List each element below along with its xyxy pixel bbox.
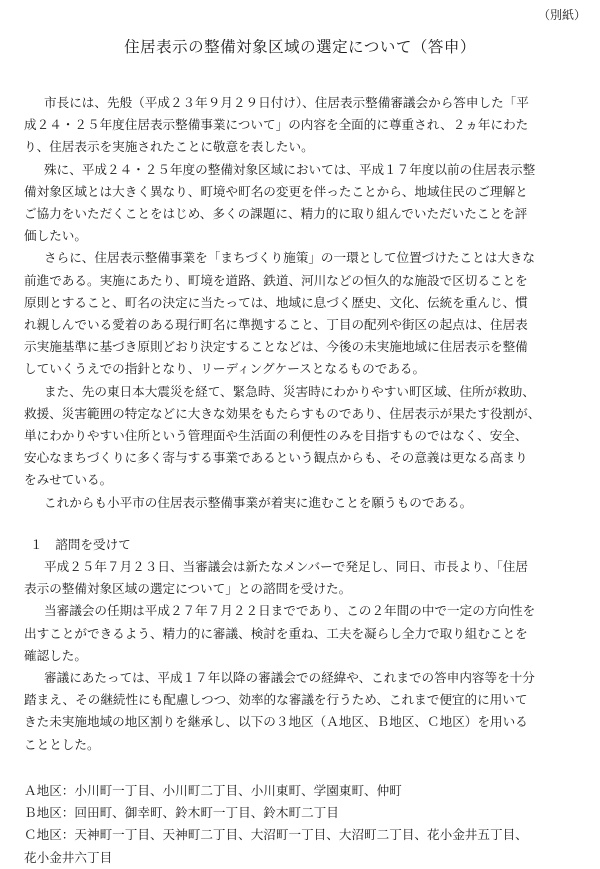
annex-label: （別紙） bbox=[537, 8, 586, 22]
paragraph-line: 前進である。実施にあたり、町境を道路、鉄道、河川などの恒久的な施設で区切ることを bbox=[24, 272, 528, 288]
paragraph-line: 価したい。 bbox=[24, 228, 87, 244]
paragraph-line: これからも小平市の住居表示整備事業が着実に進むことを願うものである。 bbox=[44, 494, 473, 510]
paragraph-line: していくうえでの指針となり、リーディングケースとなるものである。 bbox=[24, 361, 426, 377]
document-body bbox=[24, 92, 576, 869]
paragraph-line: 原則とすること、町名の決定に当たっては、地域に息づく歴史、文化、伝統を重んじ、慣 bbox=[24, 294, 528, 310]
document-title: 住居表示の整備対象区域の選定について（答申） bbox=[124, 38, 476, 56]
paragraph-line: り、住居表示を実施されたことに敬意を表したい。 bbox=[24, 139, 314, 155]
paragraph-line: 備対象区域とは大きく異なり、町境や町名の変更を伴ったことから、地域住民のご理解と bbox=[24, 183, 528, 199]
paragraph-line: 殊に、平成２４・２５年度の整備対象区域においては、平成１７年度以前の住居表示整 bbox=[44, 161, 536, 177]
paragraph-line: さらに、住居表示整備事業を「まちづくり施策」の一環として位置づけたことは大きな bbox=[44, 250, 536, 266]
paragraph-line: れ親しんでいる愛着のある現行町名に準拠すること、丁目の配列や街区の起点は、住居表 bbox=[24, 317, 528, 333]
area-b-line: Ｂ地区：回田町、御幸町、鈴木町一丁目、鈴木町二丁目 bbox=[24, 805, 339, 821]
paragraph-line: 単にわかりやすい住所という管理面や生活面の利便性のみを目指すものではなく、安全、 bbox=[24, 428, 528, 444]
area-c-line-cont: 花小金井六丁目 bbox=[24, 849, 113, 865]
paragraph-line: こととした。 bbox=[24, 736, 100, 752]
paragraph-line: 成２４・２５年度住居表示整備事業について」の内容を全面的に尊重され、２ヵ年にわた bbox=[24, 117, 529, 133]
paragraph-line: きた未実施地域の地区割りを継承し、以下の３地区（Ａ地区、Ｂ地区、Ｃ地区）を用いる bbox=[24, 714, 528, 730]
paragraph-line: 当審議会の任期は平成２７年７月２２日までであり、この２年間の中で一定の方向性を bbox=[44, 603, 536, 619]
paragraph-line: 安心なまちづくりに多く寄与する事業であるという観点からも、その意義は更なる高まり bbox=[24, 450, 528, 466]
paragraph-line: 市長には、先般（平成２３年９月２９日付け）、住居表示整備審議会から答申した「平 bbox=[44, 95, 529, 110]
paragraph-line: をみせている。 bbox=[24, 472, 113, 488]
section-heading: １ 諮問を受けて bbox=[30, 536, 131, 552]
paragraph-line: 確認した。 bbox=[24, 647, 87, 663]
paragraph-line: 表示の整備対象区域の選定について」との諮問を受けた。 bbox=[24, 581, 352, 597]
area-c-line: Ｃ地区：天神町一丁目、天神町二丁目、大沼町一丁目、大沼町二丁目、花小金井五丁目、 bbox=[24, 827, 528, 843]
paragraph-line: 平成２５年７月２３日、当審議会は新たなメンバーで発足し、同日、市長より、「住居 bbox=[44, 559, 528, 575]
paragraph-line: 救援、災害範囲の特定などに大きな効果をもたらすものであり、住居表示が果たす役割が、 bbox=[24, 405, 541, 421]
paragraph-line: また、先の東日本大震災を経て、緊急時、災害時にわかりやすい町区域、住所が救助、 bbox=[44, 383, 535, 399]
area-a-line: Ａ地区：小川町一丁目、小川町二丁目、小川東町、学園東町、仲町 bbox=[24, 782, 402, 798]
paragraph-line: 踏まえ、その継続性にも配慮しつつ、効率的な審議を行うため、これまで便宜的に用いて bbox=[24, 692, 528, 708]
paragraph-line: ご協力をいただくことをはじめ、多くの課題に、精力的に取り組んでいただいたことを評 bbox=[24, 206, 528, 222]
paragraph-line: 示実施基準に基づき原則どおり決定することなどは、今後の未実施地域に住居表示を整備 bbox=[24, 339, 528, 355]
paragraph-line: 審議にあたっては、平成１７年以降の審議会での経緯や、これまでの答申内容等を十分 bbox=[44, 670, 535, 686]
paragraph-line: 出すことができるよう、精力的に審議、検討を重ね、工夫を凝らし全力で取り組むことを bbox=[24, 625, 528, 641]
